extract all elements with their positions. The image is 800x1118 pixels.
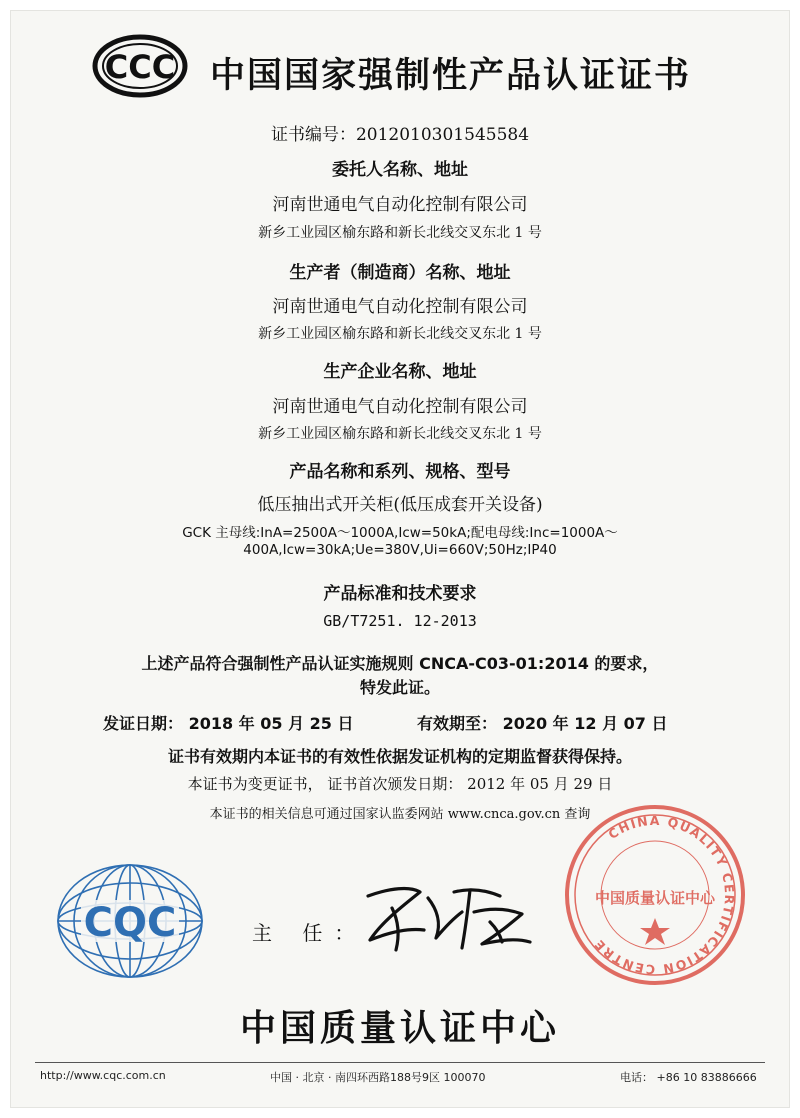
conformity-line-1: 上述产品符合强制性产品认证实施规则 CNCA-C03-01:2014 的要求， [141, 654, 659, 673]
ccc-logo [92, 34, 188, 98]
standard-heading: 产品标准和技术要求 [323, 584, 477, 604]
footer-address: 中国 · 北京 · 南四环西路188号9区 100070 [270, 1071, 486, 1084]
footer-website[interactable]: http://www.cqc.com.cn [40, 1069, 166, 1082]
factory-address: 新乡工业园区榆东路和新长北线交叉东北 1 号 [258, 426, 542, 442]
client-heading: 委托人名称、地址 [332, 160, 468, 180]
seal-ring-text: CHINA QUALITY CERTIFICATION CENTRE [590, 812, 738, 978]
ccc-logo-text: CCC [104, 48, 176, 86]
product-spec-line-1: GCK 主母线:InA=2500A～1000A,Icw=50kA;配电母线:Inc=1000A～ [182, 525, 618, 541]
manufacturer-heading: 生产者（制造商）名称、地址 [289, 263, 511, 283]
certificate-title: 中国国家强制性产品认证证书 [210, 56, 692, 96]
product-spec-line-2: 400A,Icw=30kA;Ue=380V,Ui=660V;50Hz;IP40 [243, 542, 557, 558]
seal-center-text: 中国质量认证中心 [594, 889, 716, 907]
client-name: 河南世通电气自动化控制有限公司 [272, 195, 528, 215]
cqc-logo [55, 862, 205, 980]
conformity-line-2: 特发此证。 [359, 678, 440, 697]
change-note: 本证书为变更证书， 证书首次颁发日期： 2012 年 05 月 29 日 [187, 775, 613, 793]
cqc-logo-text: CQC [83, 900, 177, 946]
factory-heading: 生产企业名称、地址 [323, 362, 477, 382]
footer-phone: 电话： +86 10 83886666 [620, 1071, 757, 1084]
product-name: 低压抽出式开关柜(低压成套开关设备) [257, 495, 543, 515]
conformity-statement [0, 652, 800, 700]
certificate-number: 证书编号：2012010301545584 [270, 125, 530, 145]
validity-note: 证书有效期内本证书的有效性依据发证机构的定期监督获得保持。 [167, 747, 632, 766]
standard-value: GB/T7251. 12-2013 [323, 612, 477, 630]
issue-date: 发证日期： 2018 年 05 月 25 日 [103, 714, 354, 733]
client-address: 新乡工业园区榆东路和新长北线交叉东北 1 号 [258, 225, 542, 241]
cqc-seal [560, 800, 750, 990]
issuing-organization: 中国质量认证中心 [239, 1008, 560, 1049]
info-note: 本证书的相关信息可通过国家认监委网站 www.cnca.gov.cn 查询 [209, 807, 591, 822]
product-heading: 产品名称和系列、规格、型号 [289, 462, 511, 482]
factory-name: 河南世通电气自动化控制有限公司 [272, 397, 528, 417]
valid-until-date: 有效期至： 2020 年 12 月 07 日 [417, 714, 668, 733]
footer-divider [35, 1062, 765, 1063]
manufacturer-name: 河南世通电气自动化控制有限公司 [272, 297, 528, 317]
manufacturer-address: 新乡工业园区榆东路和新长北线交叉东北 1 号 [258, 326, 542, 342]
director-signature [350, 878, 535, 958]
director-label: 主 任： [252, 921, 367, 945]
